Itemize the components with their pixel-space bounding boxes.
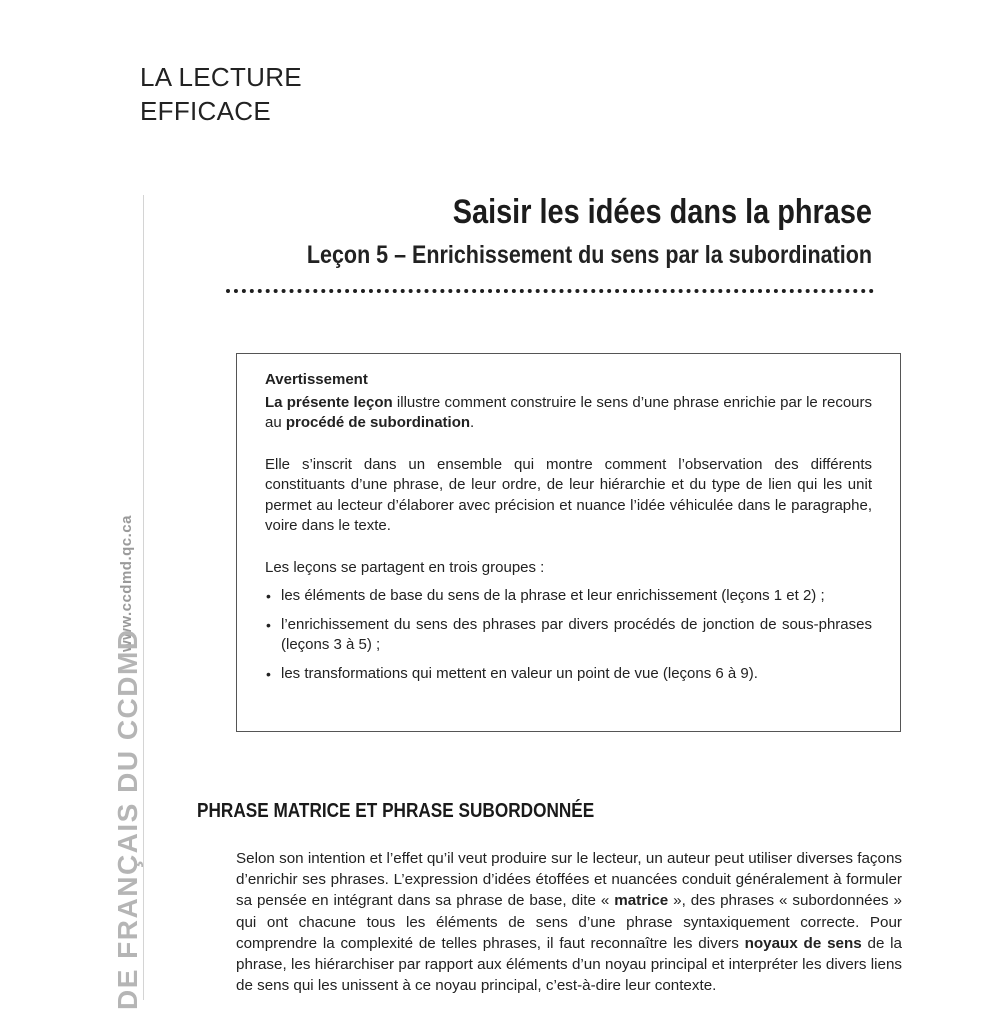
notice-bold-lesson: La présente leçon: [265, 393, 393, 411]
bullet-icon: •: [266, 588, 271, 604]
series-header-line2: EFFICACE: [140, 96, 271, 126]
body-text-3: de la phrase, les hiérarchiser par rapport aux éléments d’un noyau principal et interpréter les divers liens de sens qui les unissent à ce noyau principal, c’est-à-dire leur contexte.: [236, 934, 902, 995]
sidebar-url: www.ccdmd.qc.ca: [118, 515, 135, 652]
series-header: [140, 60, 302, 128]
sidebar-brand: DE FRANÇAIS DU CCDMD: [112, 628, 143, 1010]
notice-text-1: illustre comment construire le sens d’une phrase enrichie par le recours au: [265, 393, 872, 431]
notice-box: [236, 353, 901, 732]
lesson-subtitle: Leçon 5 – Enrichissement du sens par la subordination: [306, 241, 872, 269]
list-item: [265, 615, 872, 656]
list-item: [265, 664, 872, 685]
section-heading: PHRASE MATRICE ET PHRASE SUBORDONNÉE: [197, 800, 595, 822]
body-bold-nuclei: noyaux de sens: [744, 934, 862, 952]
notice-paragraph-1: [265, 393, 872, 434]
body-bold-matrix: matrice: [614, 892, 669, 910]
list-item-text: les transformations qui mettent en valeur un point de vue (leçons 6 à 9).: [281, 664, 758, 682]
list-item-text: l’enrichissement du sens des phrases par divers procédés de jonction de sous-phrases (leçons 3 à 5) ;: [281, 615, 872, 653]
notice-paragraph-2: Elle s’inscrit dans un ensemble qui montre comment l’observation des différents constituants d’une phrase, de leur ordre, de leur hiérarchie et du type de lien qui les unit permet au lecteur d’élaborer avec précision et nuance l’idée véhiculée dans le paragraphe, voire dans le texte.: [265, 455, 872, 534]
list-item: [265, 586, 872, 607]
notice-paragraph-3: Les leçons se partagent en trois groupes :: [265, 558, 545, 576]
bullet-icon: •: [266, 616, 271, 633]
series-header-line1: LA LECTURE: [140, 62, 302, 92]
body-text-1: Selon son intention et l’effet qu’il veut produire sur le lecteur, un auteur peut utiliser diverses façons d’enrichir ses phrases. L’expression d’idées étoffées et nuancées conduit généralement à formuler sa pensée en intégrant dans sa phrase de base, dite «: [236, 850, 902, 910]
page-title: Saisir les idées dans la phrase: [452, 193, 872, 231]
title-block: [200, 190, 872, 272]
body-text-2: », des phrases « subordonnées » qui ont chacune tous les éléments de sens d’une phrase syntaxiquement correcte. Pour comprendre la complexité de telles phrases, il faut reconnaître les divers: [236, 892, 902, 952]
lesson-groups-list: [265, 586, 872, 684]
notice-heading: Avertissement: [265, 371, 368, 388]
notice-text-2: .: [470, 414, 475, 431]
body-paragraph: [236, 848, 902, 996]
dotted-divider: [226, 289, 874, 293]
list-item-text: les éléments de base du sens de la phrase et leur enrichissement (leçons 1 et 2) ;: [281, 587, 825, 604]
bullet-icon: •: [266, 665, 271, 682]
notice-bold-procedure: procédé de subordination: [285, 414, 471, 431]
